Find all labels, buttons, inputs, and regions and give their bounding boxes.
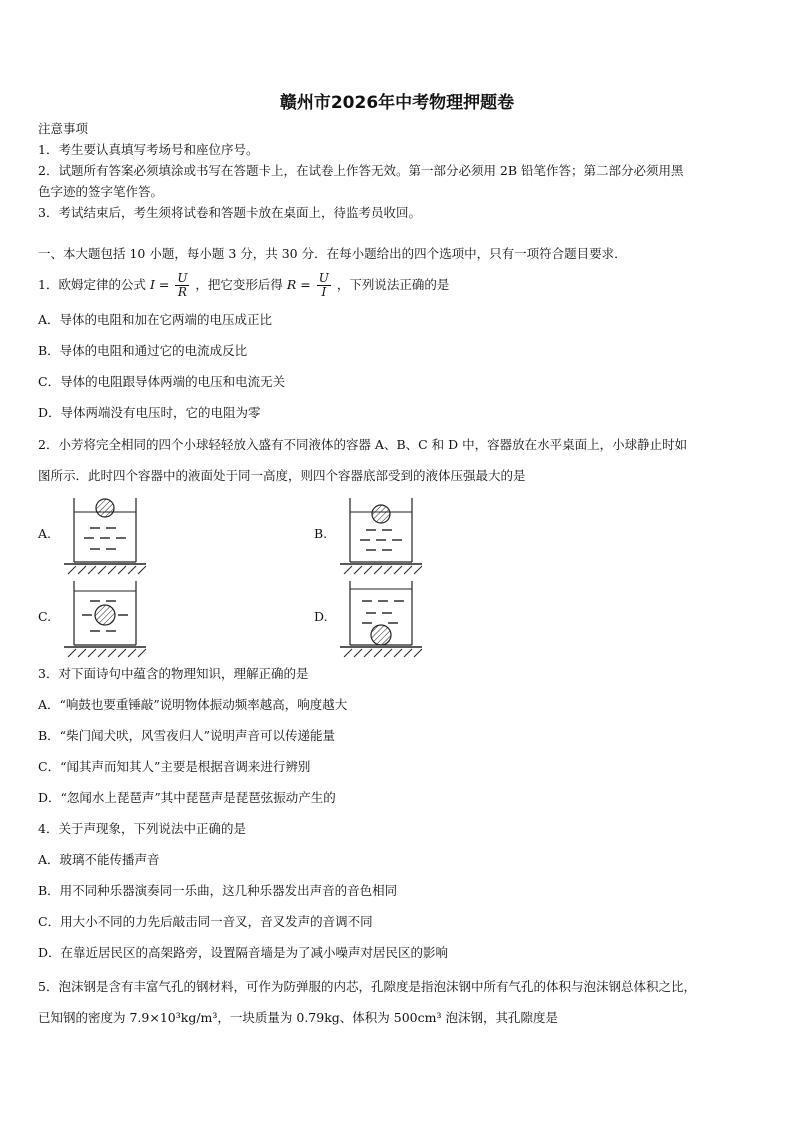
container-d-figure — [336, 577, 426, 659]
q4-option-a: A．玻璃不能传播声音 — [38, 852, 160, 867]
q1-option-d: D．导体两端没有电压时，它的电阻为零 — [38, 405, 261, 420]
q4-option-b: B．用不同种乐器演奏同一乐曲，这几种乐器发出声音的音色相同 — [38, 883, 398, 898]
q1-formula2-denominator: I — [321, 285, 327, 299]
q2-label-b: B. — [314, 526, 328, 541]
q3-option-c: C．“闻其声而知其人”主要是根据音调来进行辨别 — [38, 759, 311, 774]
q2-label-a: A. — [38, 526, 52, 541]
q2-label-c: C. — [38, 609, 52, 624]
q2-label-d: D. — [314, 609, 328, 624]
q2-stem-line1: 2．小芳将完全相同的四个小球轻轻放入盛有不同液体的容器 A、B、C 和 D 中，容器放在水平桌面上，小球静止时如 — [38, 437, 688, 452]
q1-formula1-fraction — [175, 272, 189, 299]
q1-middle: ，把它变形后得 — [195, 277, 287, 292]
notice-item-1: 1．考生要认真填写考场号和座位序号。 — [38, 142, 259, 157]
q1-option-b: B．导体的电阻和通过它的电流成反比 — [38, 343, 248, 358]
notice-heading: 注意事项 — [38, 121, 89, 136]
q1-formula1-lhs: I = — [149, 277, 170, 292]
q4-option-c: C．用大小不同的力先后敲击同一音叉，音叉发声的音调不同 — [38, 914, 373, 929]
container-b-figure — [336, 494, 426, 576]
q1-option-a: A．导体的电阻和加在它两端的电压成正比 — [38, 312, 273, 327]
notice-item-2-cont: 色字迹的签字笔作答。 — [38, 184, 164, 199]
q4-stem: 4．关于声现象，下列说法中正确的是 — [38, 821, 246, 836]
container-c-figure — [60, 577, 150, 659]
q4-option-d: D．在靠近居民区的高架路旁，设置隔音墙是为了减小噪声对居民区的影响 — [38, 945, 449, 960]
q3-stem: 3．对下面诗句中蕴含的物理知识，理解正确的是 — [38, 666, 309, 681]
section-heading: 一、本大题包括 10 小题，每小题 3 分，共 30 分．在每小题给出的四个选项中，只有一项符合题目要求． — [38, 246, 627, 261]
q1-formula2-lhs: R = — [286, 277, 311, 292]
q3-option-d: D．“忽闻水上琵琶声”其中琵琶声是琵琶弦振动产生的 — [38, 790, 336, 805]
q1-prefix: 1．欧姆定律的公式 — [38, 277, 150, 292]
notice-item-3: 3．考试结束后，考生须将试卷和答题卡放在桌面上，待监考员收回。 — [38, 205, 421, 220]
page-title: 赣州市2026年中考物理押题卷 — [279, 93, 515, 113]
q5-stem-line1: 5．泡沫钢是含有丰富气孔的钢材料，可作为防弹服的内芯，孔隙度是指泡沫钢中所有气孔的体积与泡沫钢总体积之比， — [38, 979, 696, 994]
q3-option-a: A．“响鼓也要重锤敲”说明物体振动频率越高，响度越大 — [38, 697, 348, 712]
q1-formula1-numerator: U — [177, 271, 188, 285]
q1-formula1-denominator: R — [177, 285, 187, 299]
q3-option-b: B．“柴门闻犬吠，风雪夜归人”说明声音可以传递能量 — [38, 728, 335, 743]
q2-stem-line2: 图所示．此时四个容器中的液面处于同一高度，则四个容器底部受到的液体压强最大的是 — [38, 468, 526, 483]
q1-formula2-numerator: U — [318, 271, 329, 285]
container-a-figure — [60, 494, 150, 576]
q1-formula2-fraction — [317, 272, 331, 299]
q1-option-c: C．导体的电阻跟导体两端的电压和电流无关 — [38, 374, 286, 389]
notice-item-2: 2．试题所有答案必须填涂或书写在答题卡上，在试卷上作答无效。第一部分必须用 2B 铅笔作答；第二部分必须用黑 — [38, 163, 684, 178]
question-1-stem — [38, 270, 449, 300]
q1-suffix: ，下列说法正确的是 — [336, 277, 450, 292]
q5-stem-line2: 已知钢的密度为 7.9×10³kg/m³，一块质量为 0.79kg、体积为 500cm³ 泡沫钢，其孔隙度是 — [38, 1010, 558, 1025]
